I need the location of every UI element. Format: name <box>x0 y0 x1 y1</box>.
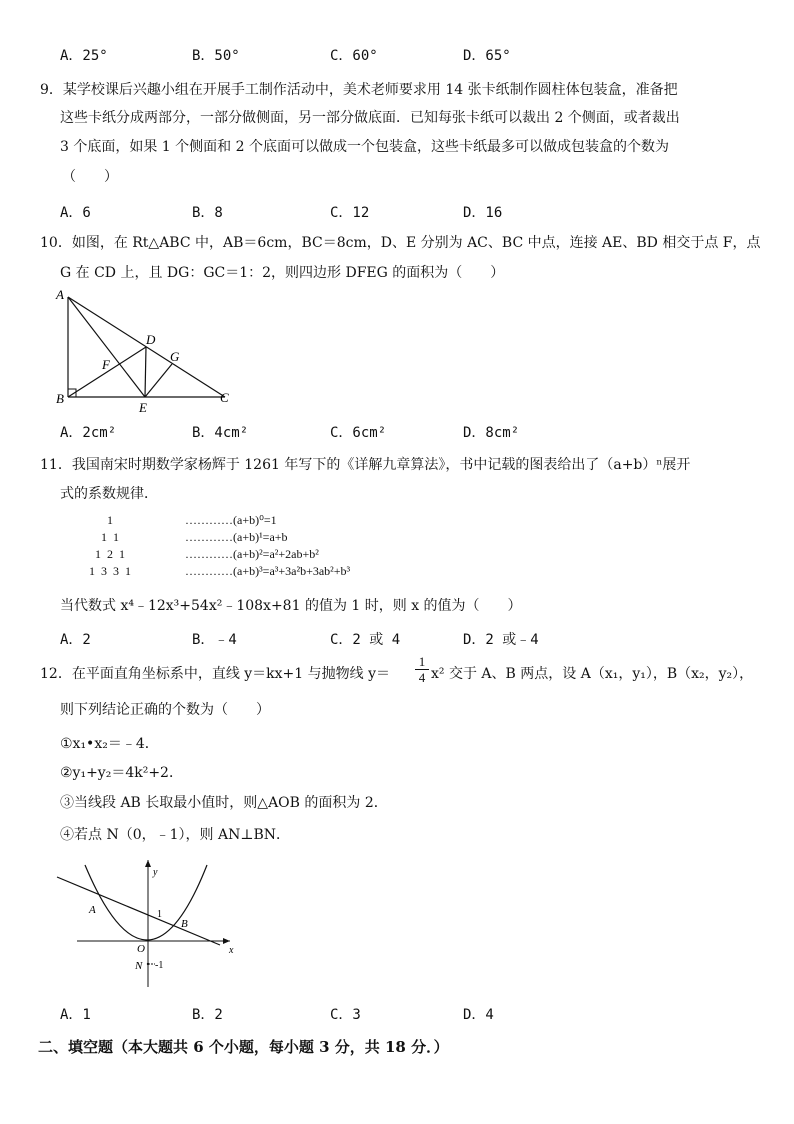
q10-text-line-2: G 在 CD 上，且 DG：GC＝1：2，则四边形 DFEG 的面积为（ ） <box>60 265 505 281</box>
q12-text-line-1a: 12．在平面直角坐标系中，直线 y＝kx+1 与抛物线 y＝ <box>40 666 390 682</box>
q12-option-c: C．3 <box>330 1007 361 1023</box>
label-minus-one: -1 <box>155 960 164 971</box>
expansion-row: …………(a+b)⁰=1 <box>185 513 277 527</box>
q9-option-b: B．8 <box>192 205 223 221</box>
q8-option-d: D．65° <box>463 48 511 64</box>
q12-parabola-figure <box>55 855 240 990</box>
q8-option-a: A．25° <box>60 48 108 64</box>
label-point-b: B <box>181 918 188 930</box>
q11-option-d: D．2 或﹣4 <box>463 632 539 648</box>
q9-option-c: C．12 <box>330 205 370 221</box>
label-a: A <box>56 287 64 302</box>
triangle-row: 1 <box>107 513 113 527</box>
q9-text-line-1: 9．某学校课后兴趣小组在开展手工制作活动中，美术老师要求用 14 张卡纸制作圆柱体包装盒，准备把 <box>40 82 678 98</box>
q12-statement-2: ②y₁+y₂＝4k²+2． <box>60 765 183 781</box>
label-e: E <box>139 400 147 415</box>
label-g: G <box>170 349 180 364</box>
q9-text-line-2: 这些卡纸分成两部分，一部分做侧面，另一部分做底面．已知每张卡纸可以裁出 2 个侧面，或者裁出 <box>60 110 680 126</box>
label-f: F <box>102 357 110 372</box>
label-point-n: N <box>135 960 143 972</box>
segment-ae <box>68 297 145 397</box>
q12-option-d: D．4 <box>463 1007 494 1023</box>
q11-option-a: A．2 <box>60 632 91 648</box>
expansion-row: …………(a+b)¹=a+b <box>185 530 288 544</box>
segment-de <box>145 347 146 397</box>
q10-triangle-figure <box>50 285 240 415</box>
q8-option-c: C．60° <box>330 48 378 64</box>
q10-text-line-1: 10．如图，在 Rt△ABC 中，AB＝6cm，BC＝8cm，D、E 分别为 AC、BC 中点，连接 AE、BD 相交于点 F，点 <box>40 235 761 251</box>
q12-statement-3: ③当线段 AB 长取最小值时，则△AOB 的面积为 2． <box>60 795 388 811</box>
label-x-axis: x <box>229 945 234 956</box>
line-y-kx-plus-1 <box>57 877 220 945</box>
q10-option-b: B．4cm² <box>192 425 249 441</box>
expansion-row: …………(a+b)³=a³+3a²b+3ab²+b³ <box>185 564 351 578</box>
segment-eg <box>145 364 172 397</box>
q12-text-line-2: 则下列结论正确的个数为（ ） <box>60 702 270 718</box>
q12-statement-1: ①x₁•x₂＝﹣4． <box>60 736 159 752</box>
label-point-a: A <box>89 904 96 916</box>
triangle-row: 1 2 1 <box>95 547 125 561</box>
q11-question: 当代数式 x⁴﹣12x³+54x²﹣108x+81 的值为 1 时，则 x 的值为（ ） <box>60 598 522 614</box>
q11-option-b: B．﹣4 <box>192 632 237 648</box>
q8-option-b: B．50° <box>192 48 240 64</box>
label-one: 1 <box>157 909 162 920</box>
label-origin-o: O <box>137 943 145 955</box>
fraction-numerator: 1 <box>415 654 429 670</box>
segment-bd <box>68 347 146 397</box>
q9-text-line-3: 3 个底面，如果 1 个侧面和 2 个底面可以做成一个包装盒，这些卡纸最多可以做成包装盒的个数为 <box>60 139 669 155</box>
q11-text-line-1: 11．我国南宋时期数学家杨辉于 1261 年写下的《详解九章算法》，书中记载的图表给出了（a+b）ⁿ展开 <box>40 457 691 473</box>
q12-statement-4: ④若点 N（0，﹣1），则 AN⊥BN． <box>60 827 291 843</box>
q9-answer-bracket: （ ） <box>62 169 118 185</box>
q12-option-b: B．2 <box>192 1007 223 1023</box>
q9-option-d: D．16 <box>463 205 503 221</box>
fraction-denominator: 4 <box>418 670 426 685</box>
yang-hui-triangle <box>60 512 160 580</box>
q12-option-a: A．1 <box>60 1007 91 1023</box>
q10-option-c: C．6cm² <box>330 425 387 441</box>
triangle-row: 1 3 3 1 <box>89 564 131 578</box>
label-c: C <box>220 390 229 405</box>
section-2-title: 二、填空题（本大题共 6 个小题，每小题 3 分，共 18 分．） <box>38 1038 449 1056</box>
expansion-row: …………(a+b)²=a²+2ab+b² <box>185 547 319 561</box>
label-y-axis: y <box>153 867 158 878</box>
label-d: D <box>146 332 156 347</box>
q12-text-line-1b: x² 交于 A、B 两点，设 A（x₁，y₁），B（x₂，y₂）， <box>431 666 754 682</box>
label-b: B <box>56 391 64 406</box>
q9-option-a: A．6 <box>60 205 91 221</box>
fraction-one-quarter <box>415 654 429 685</box>
q11-text-line-2: 式的系数规律． <box>60 486 158 502</box>
y-axis-arrow-icon <box>145 860 151 867</box>
q10-option-d: D．8cm² <box>463 425 520 441</box>
parabola-curve <box>85 865 207 940</box>
binomial-expansions <box>185 512 350 580</box>
q10-option-a: A．2cm² <box>60 425 117 441</box>
x-axis-arrow-icon <box>223 938 230 944</box>
triangle-row: 1 1 <box>101 530 119 544</box>
q11-option-c: C．2 或 4 <box>330 632 401 648</box>
